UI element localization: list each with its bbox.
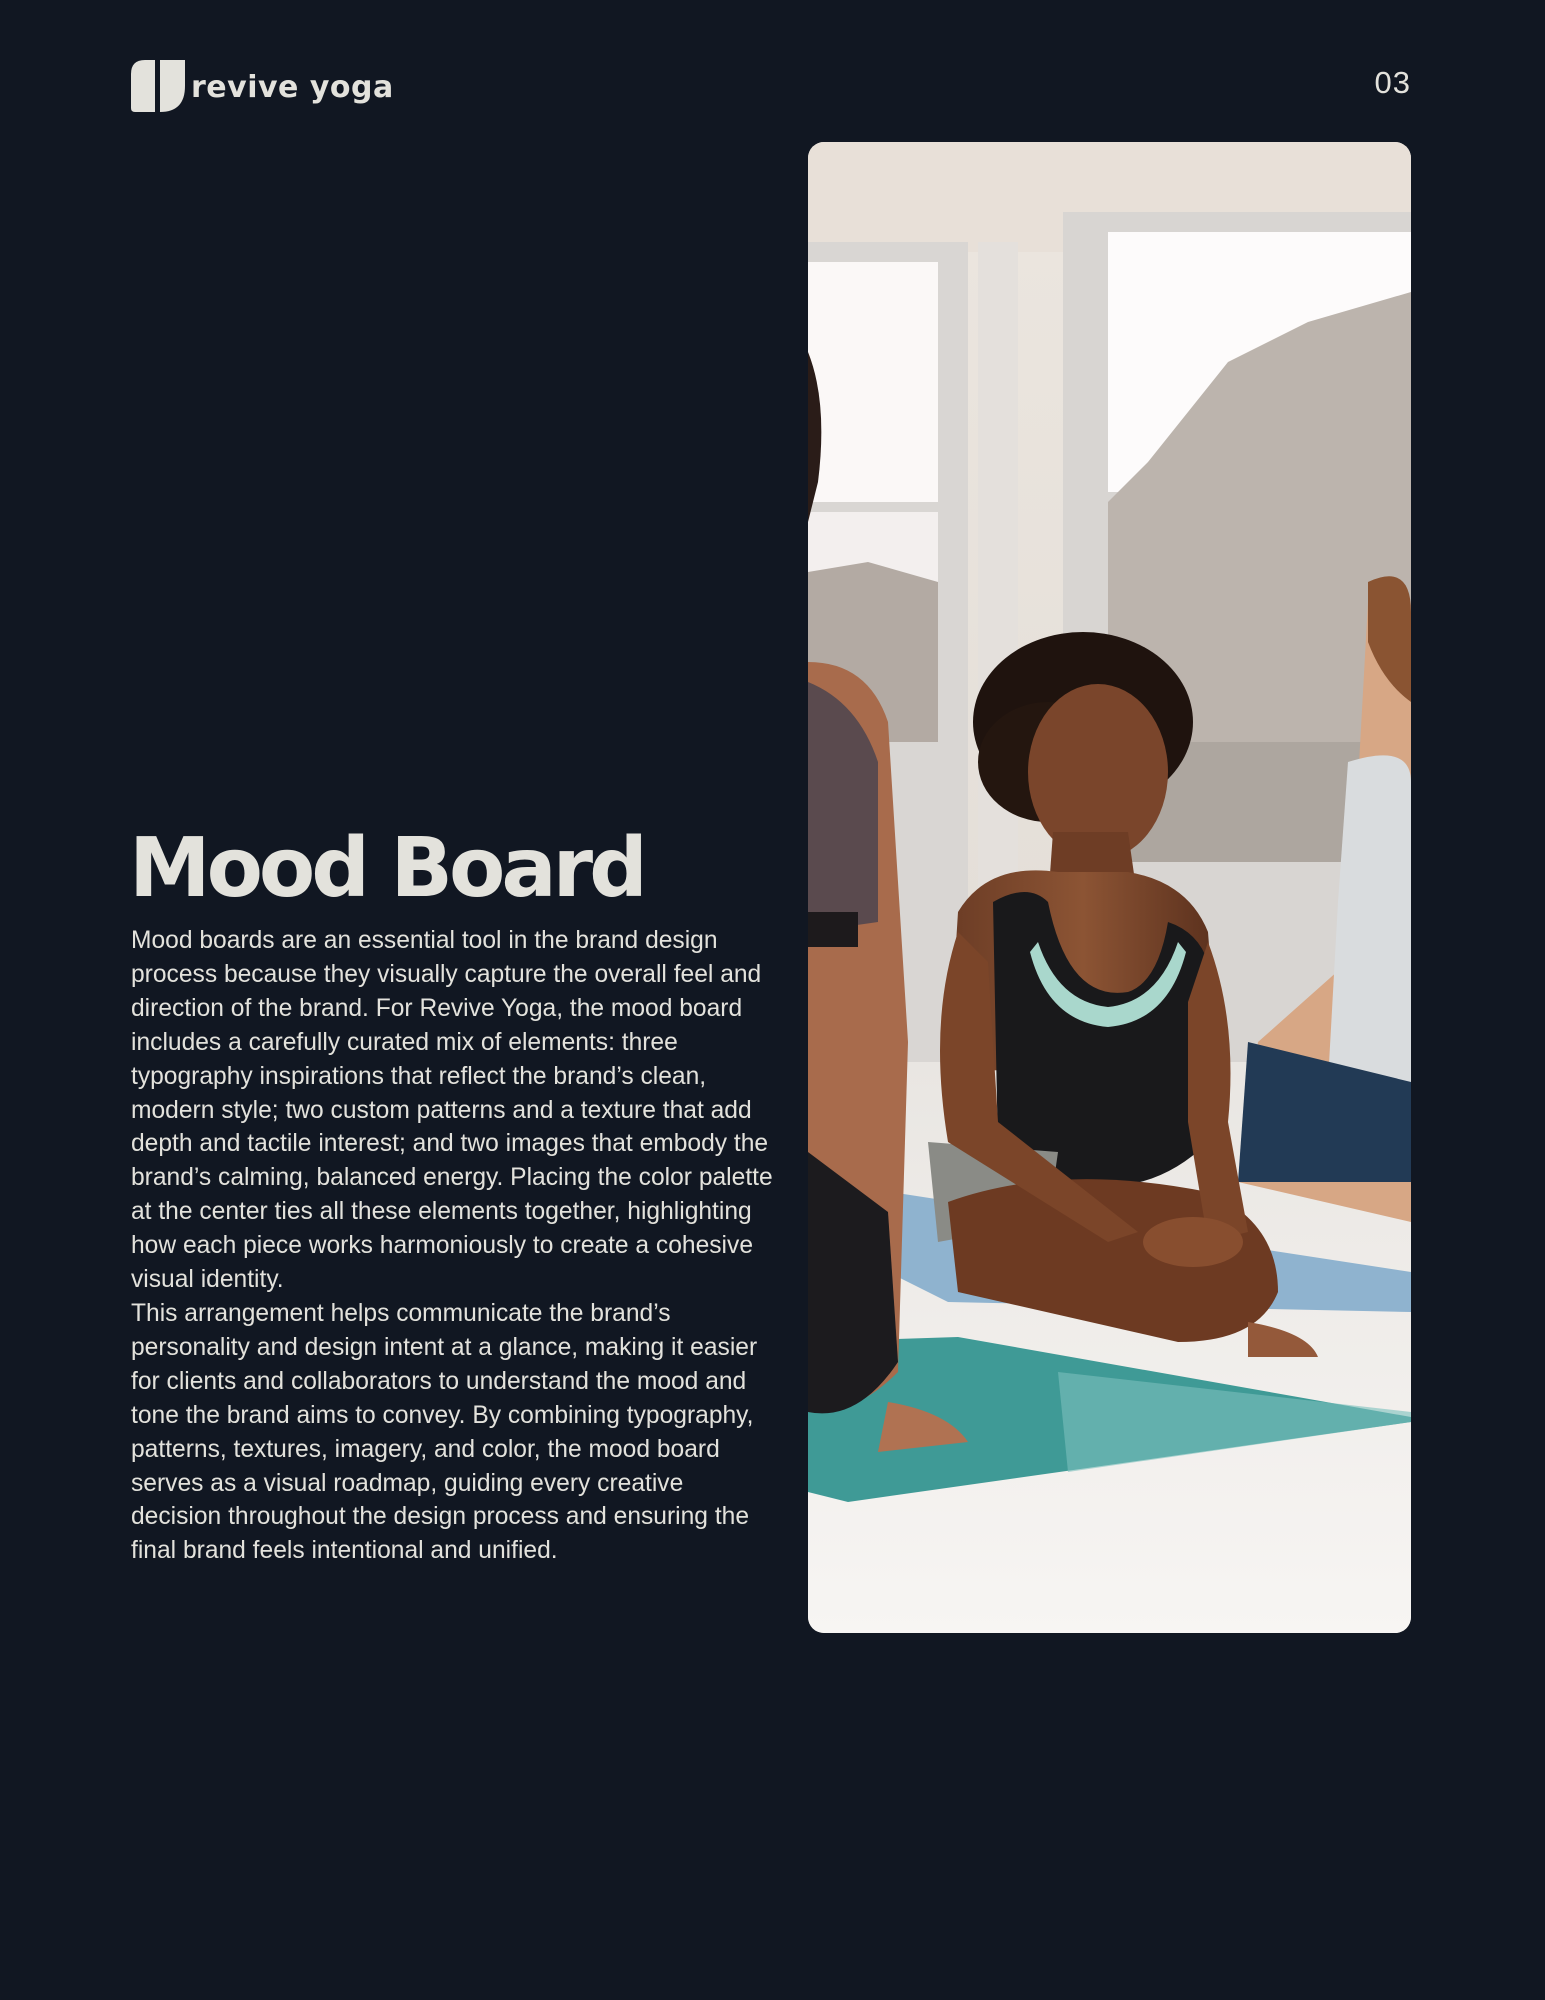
brand-name: revive yoga <box>191 70 394 105</box>
body-paragraph-1: Mood boards are an essential tool in the brand design process because they visually capture the overall feel and direction of the brand. For Revive Yoga, the mood board includes a carefully curated mix of elements: three typography inspirations that reflect the brand’s clean, modern style; two custom patterns and a texture that add depth and tactile interest; and two images that embody the brand’s calming, balanced energy. Placing the color palette at the center ties all these elements together, highlighting how each piece works harmoniously to create a cohesive visual identity. <box>131 927 773 1294</box>
body-paragraph-2: This arrangement helps communicate the brand’s personality and design intent at a glance, making it easier for clients and collaborators to understand the mood and tone the brand aims to convey. By combining typography, patterns, textures, imagery, and color, the mood board serves as a visual roadmap, guiding every creative decision throughout the design process and ensuring the final brand feels intentional and unified. <box>131 1299 758 1565</box>
page-title: Mood Board <box>129 821 644 916</box>
revive-yoga-logo-icon <box>131 60 185 112</box>
yoga-class-photo <box>808 142 1411 1633</box>
body-text <box>131 924 779 1568</box>
page-number: 03 <box>1374 65 1411 100</box>
yoga-class-image <box>808 142 1411 1633</box>
brand-logo <box>131 60 394 112</box>
